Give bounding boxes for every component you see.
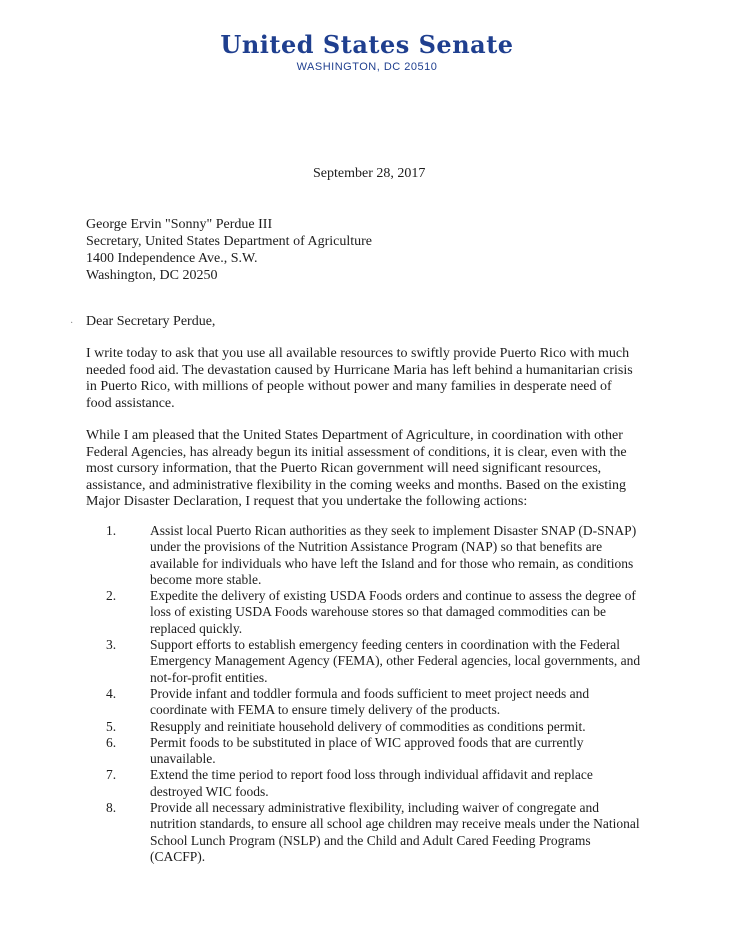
list-item bbox=[86, 719, 646, 735]
item-text: Extend the time period to report food loss through individual affidavit and replace destroyed WIC foods. bbox=[150, 767, 593, 799]
list-item bbox=[86, 588, 646, 637]
item-text: Assist local Puerto Rican authorities as they seek to implement Disaster SNAP (D-SNAP) under the provisions of the Nutrition Assistance Program (NAP) so that benefits are available for individuals who have left the Island and for those who remain, as conditions become more stable. bbox=[150, 523, 637, 587]
margin-mark: · bbox=[70, 318, 74, 329]
item-text: Provide infant and toddler formula and foods sufficient to meet project needs and coordinate with FEMA to ensure timely delivery of the products. bbox=[150, 685, 590, 718]
item-number: 7. bbox=[106, 767, 117, 783]
item-number: 2. bbox=[106, 588, 117, 604]
senate-title: United States Senate bbox=[220, 30, 514, 59]
item-number: 6. bbox=[106, 734, 117, 750]
item-number: 1. bbox=[106, 523, 117, 538]
item-text: Provide all necessary administrative flexibility, including waiver of congregate and nutrition standards, to ensure all school age children may receive meals under the National School Lunch Program (NSLP) and the Child and Adult Cared Feeding Programs (CACFP). bbox=[150, 800, 640, 864]
letterhead bbox=[0, 30, 734, 73]
list-item bbox=[86, 523, 646, 588]
list-item bbox=[86, 735, 646, 768]
senate-location: WASHINGTON, DC 20510 bbox=[296, 61, 438, 73]
item-number: 8. bbox=[106, 800, 117, 816]
recipient-name: George Ervin "Sonny" Perdue III bbox=[86, 217, 273, 232]
body-paragraph: I write today to ask that you use all available resources to swiftly provide Puerto Rico with much needed food aid. The devastation caused by Hurricane Maria has left behind a humanitarian crisis in Puerto Rico, with millions of people without power and many families in desperate need of food assistance. bbox=[86, 346, 633, 411]
item-number: 5. bbox=[106, 718, 117, 734]
item-text: Resupply and reinitiate household delivery of commodities as conditions permit. bbox=[150, 718, 586, 734]
recipient-title: Secretary, United States Department of Agriculture bbox=[86, 234, 372, 249]
list-item bbox=[86, 686, 646, 719]
recipient-address bbox=[86, 216, 372, 284]
item-text: Permit foods to be substituted in place of WIC approved foods that are currently unavailable. bbox=[150, 734, 584, 767]
salutation: Dear Secretary Perdue, bbox=[86, 314, 216, 329]
list-item bbox=[86, 767, 646, 800]
item-text: Expedite the delivery of existing USDA Foods orders and continue to assess the degree of loss of existing USDA Foods warehouse stores so that damaged commodities can be replaced quickly. bbox=[150, 588, 636, 636]
list-item bbox=[86, 637, 646, 686]
recipient-street: 1400 Independence Ave., S.W. bbox=[86, 251, 258, 266]
recipient-city: Washington, DC 20250 bbox=[86, 268, 218, 283]
item-number: 3. bbox=[106, 637, 117, 653]
item-number: 4. bbox=[106, 685, 117, 701]
item-text: Support efforts to establish emergency feeding centers in coordination with the Federal Emergency Management Agency (FEMA), other Federal agencies, local governments, and not-for-profit entities. bbox=[150, 637, 641, 685]
body-paragraph: While I am pleased that the United States Department of Agriculture, in coordination with other Federal Agencies, has already begun its initial assessment of conditions, it is clear, even with the most cursory information, that the Puerto Rican government will need significant resources, assistance, and administrative flexibility in the coming weeks and months. Based on the existing Major Disaster Declaration, I request that you undertake the following actions: bbox=[86, 428, 627, 509]
list-item bbox=[86, 800, 646, 865]
letter-date: September 28, 2017 bbox=[313, 166, 426, 181]
action-list bbox=[86, 523, 646, 865]
